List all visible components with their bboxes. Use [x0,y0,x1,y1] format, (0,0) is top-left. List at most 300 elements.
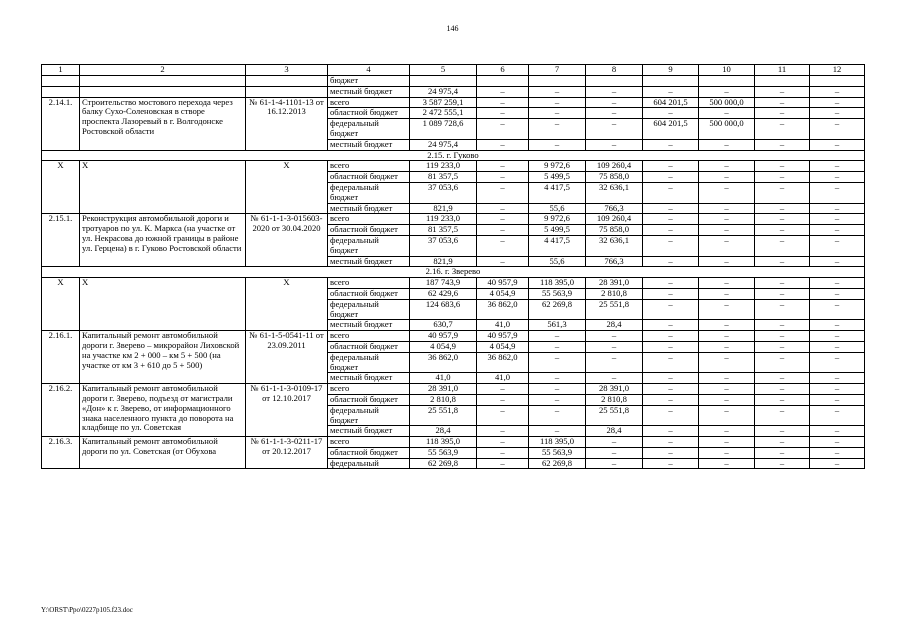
amount-cell: 4 054,9 [477,288,529,299]
amount-cell: – [699,426,755,437]
column-header-5: 5 [410,65,477,76]
amount-cell: 25 551,8 [586,299,643,320]
item-name [80,76,246,87]
table-row [42,214,865,225]
amount-cell: – [699,288,755,299]
amount-cell: – [529,139,586,150]
amount-cell: – [810,203,865,214]
amount-cell: 118 395,0 [529,278,586,289]
amount-cell: – [755,320,810,331]
amount-cell: – [477,119,529,140]
amount-cell: – [755,373,810,384]
item-name: X [80,278,246,331]
amount-cell: 81 357,5 [410,225,477,236]
amount-cell: 604 201,5 [643,97,699,108]
amount-cell: 32 636,1 [586,182,643,203]
amount-cell [699,76,755,87]
item-name: Капитальный ремонт автомобильной дороги г. Зверево, подъезд от магистрали «Дон» к г. Зверево, от информационного знака населенного пункта до поворота на кладбище по ул. Советская [80,384,246,437]
amount-cell: – [699,86,755,97]
funding-source: областной бюджет [328,394,410,405]
amount-cell: – [643,182,699,203]
amount-cell: 9 972,6 [529,214,586,225]
amount-cell: 500 000,0 [699,97,755,108]
amount-cell: – [529,352,586,373]
amount-cell: – [586,447,643,458]
amount-cell: – [643,394,699,405]
amount-cell: – [586,108,643,119]
amount-cell: – [529,426,586,437]
amount-cell: – [643,214,699,225]
amount-cell: 118 395,0 [410,437,477,448]
amount-cell: – [810,214,865,225]
amount-cell [586,76,643,87]
amount-cell: – [810,288,865,299]
amount-cell: 55,6 [529,256,586,267]
amount-cell: – [643,139,699,150]
amount-cell: – [643,235,699,256]
amount-cell: 28 391,0 [410,384,477,395]
amount-cell: – [477,384,529,395]
amount-cell: 561,3 [529,320,586,331]
amount-cell: – [586,352,643,373]
amount-cell: – [699,331,755,342]
amount-cell: 5 499,5 [529,172,586,183]
amount-cell: – [699,203,755,214]
funding-source: всего [328,214,410,225]
amount-cell: 41,0 [477,373,529,384]
amount-cell: – [699,447,755,458]
amount-cell: – [755,139,810,150]
item-name: Капитальный ремонт автомобильной дороги по ул. Советская (от Обухова [80,437,246,469]
column-header-2: 2 [80,65,246,76]
item-name: X [80,161,246,214]
amount-cell: – [477,214,529,225]
amount-cell: 1 089 728,6 [410,119,477,140]
amount-cell: – [643,447,699,458]
amount-cell: – [755,447,810,458]
amount-cell: – [477,161,529,172]
funding-source: федеральный бюджет [328,352,410,373]
amount-cell: – [643,172,699,183]
amount-cell: – [810,97,865,108]
amount-cell: 25 551,8 [410,405,477,426]
table-row [42,76,865,87]
amount-cell: 37 053,6 [410,182,477,203]
amount-cell: – [810,182,865,203]
amount-cell: – [755,278,810,289]
amount-cell: 119 233,0 [410,214,477,225]
amount-cell: – [477,86,529,97]
amount-cell: – [810,352,865,373]
funding-source: местный бюджет [328,86,410,97]
amount-cell: – [586,437,643,448]
amount-cell: 55 563,9 [529,288,586,299]
amount-cell: – [755,182,810,203]
amount-cell: 124 683,6 [410,299,477,320]
amount-cell: – [810,225,865,236]
funding-source: бюджет [328,76,410,87]
amount-cell: – [810,458,865,469]
amount-cell: – [529,108,586,119]
funding-source: местный бюджет [328,203,410,214]
amount-cell: – [755,86,810,97]
amount-cell: 821,9 [410,256,477,267]
amount-cell: – [810,373,865,384]
document-ref: № 61-1-1-3-0211-17 от 20.12.2017 [246,437,328,469]
amount-cell: – [643,256,699,267]
amount-cell: – [477,225,529,236]
amount-cell: – [699,384,755,395]
amount-cell: – [586,139,643,150]
amount-cell: – [529,97,586,108]
amount-cell: – [810,320,865,331]
funding-source: областной бюджет [328,288,410,299]
document-ref: № 61-1-1-3-0109-17 от 12.10.2017 [246,384,328,437]
amount-cell: – [586,458,643,469]
amount-cell: – [810,86,865,97]
column-header-3: 3 [246,65,328,76]
amount-cell: – [699,405,755,426]
amount-cell [477,76,529,87]
amount-cell: – [586,119,643,140]
column-header-6: 6 [477,65,529,76]
item-number [42,86,80,97]
amount-cell: – [755,225,810,236]
amount-cell: 2 810,8 [586,288,643,299]
amount-cell: – [699,214,755,225]
funding-source: областной бюджет [328,108,410,119]
amount-cell: – [755,288,810,299]
amount-cell: – [755,331,810,342]
amount-cell: – [699,278,755,289]
amount-cell: – [755,341,810,352]
item-number: 2.16.1. [42,331,80,384]
amount-cell: – [699,182,755,203]
amount-cell: – [477,97,529,108]
amount-cell: – [755,172,810,183]
amount-cell: – [643,299,699,320]
document-ref: X [246,278,328,331]
funding-source: федеральный бюджет [328,119,410,140]
amount-cell: – [810,341,865,352]
amount-cell: – [643,225,699,236]
amount-cell: – [529,331,586,342]
header-row [42,65,865,76]
amount-cell: 500 000,0 [699,119,755,140]
amount-cell: 36 862,0 [410,352,477,373]
amount-cell: 119 233,0 [410,161,477,172]
amount-cell: 24 975,4 [410,139,477,150]
amount-cell: 4 054,9 [477,341,529,352]
amount-cell: – [755,299,810,320]
section-row [42,267,865,278]
amount-cell: 604 201,5 [643,119,699,140]
amount-cell: – [755,384,810,395]
amount-cell: – [699,235,755,256]
funding-source: областной бюджет [328,447,410,458]
amount-cell: 3 587 259,1 [410,97,477,108]
amount-cell: 118 395,0 [529,437,586,448]
file-path-footer: Y:\ORST\Ppo\0227p105.f23.doc [41,606,133,614]
amount-cell: – [477,203,529,214]
funding-source: федеральный бюджет [328,235,410,256]
amount-cell [410,76,477,87]
funding-source: всего [328,437,410,448]
amount-cell: – [755,394,810,405]
amount-cell: – [586,341,643,352]
amount-cell: – [699,458,755,469]
amount-cell: 36 862,0 [477,299,529,320]
amount-cell: – [810,437,865,448]
amount-cell: – [699,225,755,236]
amount-cell: – [810,426,865,437]
amount-cell: – [643,384,699,395]
amount-cell: – [755,426,810,437]
amount-cell: 62 269,8 [529,299,586,320]
amount-cell: – [810,172,865,183]
column-header-4: 4 [328,65,410,76]
amount-cell: 28,4 [586,426,643,437]
funding-source: всего [328,278,410,289]
amount-cell: 109 260,4 [586,161,643,172]
amount-cell: – [643,288,699,299]
amount-cell: – [699,394,755,405]
section-title: 2.16. г. Зверево [42,267,865,278]
column-header-10: 10 [699,65,755,76]
amount-cell: – [529,394,586,405]
amount-cell: – [529,384,586,395]
amount-cell: 109 260,4 [586,214,643,225]
amount-cell: 28 391,0 [586,384,643,395]
amount-cell: – [643,331,699,342]
amount-cell: – [477,108,529,119]
document-ref: № 61-1-5-0541-11 от 23.09.2011 [246,331,328,384]
amount-cell: – [810,256,865,267]
amount-cell: – [586,373,643,384]
funding-source: местный бюджет [328,320,410,331]
amount-cell: 4 417,5 [529,235,586,256]
amount-cell: – [810,331,865,342]
item-number: 2.15.1. [42,214,80,267]
amount-cell: – [755,108,810,119]
amount-cell: – [477,405,529,426]
amount-cell: 75 858,0 [586,225,643,236]
amount-cell: – [755,161,810,172]
document-ref: X [246,161,328,214]
amount-cell: – [477,139,529,150]
amount-cell: – [477,447,529,458]
amount-cell: 40 957,9 [410,331,477,342]
amount-cell: 25 551,8 [586,405,643,426]
item-name: Капитальный ремонт автомобильной дороги г. Зверево – микрорайон Лиховской на участке км 2 + 000 – км 5 + 500 (на участке от км 3 + 610 до 5 + 500) [80,331,246,384]
table-row [42,437,865,448]
amount-cell: – [755,214,810,225]
amount-cell [643,76,699,87]
amount-cell: 2 810,8 [410,394,477,405]
table-row [42,86,865,97]
amount-cell: – [755,437,810,448]
table-body [42,76,865,469]
amount-cell: – [643,352,699,373]
amount-cell: – [529,341,586,352]
amount-cell: 62 269,8 [529,458,586,469]
amount-cell: 28 391,0 [586,278,643,289]
amount-cell: – [529,373,586,384]
amount-cell: – [810,139,865,150]
amount-cell: – [643,203,699,214]
amount-cell: – [643,437,699,448]
amount-cell: – [755,203,810,214]
amount-cell: – [810,394,865,405]
item-name [80,86,246,97]
table-row [42,278,865,289]
amount-cell: – [477,426,529,437]
column-header-8: 8 [586,65,643,76]
section-row [42,150,865,161]
amount-cell: – [643,341,699,352]
amount-cell: 766,3 [586,203,643,214]
item-number [42,76,80,87]
column-header-11: 11 [755,65,810,76]
amount-cell: – [529,86,586,97]
item-name: Строительство мостового перехода через балку Сухо-Соленовская в створе проспекта Лазоревый в г. Волгодонске Ростовской области [80,97,246,150]
funding-source: местный бюджет [328,373,410,384]
amount-cell: 55 563,9 [410,447,477,458]
funding-source: федеральный бюджет [328,405,410,426]
amount-cell: 630,7 [410,320,477,331]
amount-cell: – [810,299,865,320]
column-header-9: 9 [643,65,699,76]
amount-cell: – [755,97,810,108]
funding-source: федеральный [328,458,410,469]
amount-cell: – [586,331,643,342]
amount-cell: 766,3 [586,256,643,267]
budget-table [41,64,865,469]
amount-cell: – [755,352,810,373]
amount-cell: 75 858,0 [586,172,643,183]
amount-cell: – [643,405,699,426]
amount-cell: – [699,108,755,119]
document-ref [246,86,328,97]
amount-cell: – [699,320,755,331]
amount-cell: – [699,139,755,150]
amount-cell: – [699,172,755,183]
document-ref [246,76,328,87]
amount-cell: 821,9 [410,203,477,214]
amount-cell: – [810,161,865,172]
amount-cell: – [810,235,865,256]
amount-cell: – [810,447,865,458]
amount-cell: – [755,256,810,267]
funding-source: областной бюджет [328,172,410,183]
amount-cell [810,76,865,87]
amount-cell: – [699,352,755,373]
amount-cell: 55 563,9 [529,447,586,458]
amount-cell: 41,0 [410,373,477,384]
amount-cell: – [699,299,755,320]
amount-cell: – [643,458,699,469]
amount-cell: 36 862,0 [477,352,529,373]
item-number: 2.16.2. [42,384,80,437]
table-row [42,161,865,172]
funding-source: всего [328,161,410,172]
column-header-7: 7 [529,65,586,76]
amount-cell: – [643,278,699,289]
amount-cell: 40 957,9 [477,331,529,342]
amount-cell [529,76,586,87]
funding-source: областной бюджет [328,225,410,236]
amount-cell: – [755,235,810,256]
amount-cell: 187 743,9 [410,278,477,289]
item-number: X [42,278,80,331]
amount-cell: – [477,256,529,267]
item-name: Реконструкция автомобильной дороги и тротуаров по ул. К. Маркса (на участке от ул. Некрасова до южной границы в районе ул. Герцена) в г. Гуково Ростовской области [80,214,246,267]
amount-cell: – [699,373,755,384]
amount-cell: 62 429,6 [410,288,477,299]
amount-cell: 9 972,6 [529,161,586,172]
amount-cell: – [755,405,810,426]
amount-cell: 4 054,9 [410,341,477,352]
funding-source: местный бюджет [328,426,410,437]
amount-cell: – [477,235,529,256]
column-header-12: 12 [810,65,865,76]
funding-source: федеральный бюджет [328,182,410,203]
amount-cell: – [477,437,529,448]
amount-cell: – [810,405,865,426]
item-number: X [42,161,80,214]
funding-source: всего [328,97,410,108]
amount-cell: – [755,458,810,469]
table-row [42,331,865,342]
funding-source: всего [328,384,410,395]
amount-cell: – [699,437,755,448]
amount-cell: 40 957,9 [477,278,529,289]
table-row [42,97,865,108]
amount-cell: – [810,108,865,119]
amount-cell: 37 053,6 [410,235,477,256]
document-ref: № 61-1-1-3-015603-2020 от 30.04.2020 [246,214,328,267]
amount-cell: 5 499,5 [529,225,586,236]
amount-cell: 28,4 [586,320,643,331]
amount-cell: – [810,119,865,140]
amount-cell: – [810,278,865,289]
amount-cell: 32 636,1 [586,235,643,256]
document-ref: № 61-1-4-1101-13 от 16.12.2013 [246,97,328,150]
amount-cell: – [699,341,755,352]
amount-cell: 2 810,8 [586,394,643,405]
amount-cell: 55,6 [529,203,586,214]
amount-cell: – [699,161,755,172]
funding-source: федеральный бюджет [328,299,410,320]
section-title: 2.15. г. Гуково [42,150,865,161]
amount-cell: – [810,384,865,395]
amount-cell: – [529,405,586,426]
amount-cell: – [643,373,699,384]
funding-source: областной бюджет [328,341,410,352]
amount-cell: – [755,119,810,140]
amount-cell: – [643,161,699,172]
amount-cell: – [586,97,643,108]
funding-source: местный бюджет [328,139,410,150]
amount-cell: – [643,426,699,437]
amount-cell: – [477,458,529,469]
amount-cell: – [643,108,699,119]
amount-cell: 81 357,5 [410,172,477,183]
item-number: 2.14.1. [42,97,80,150]
amount-cell: – [477,182,529,203]
amount-cell: 41,0 [477,320,529,331]
amount-cell: – [699,256,755,267]
